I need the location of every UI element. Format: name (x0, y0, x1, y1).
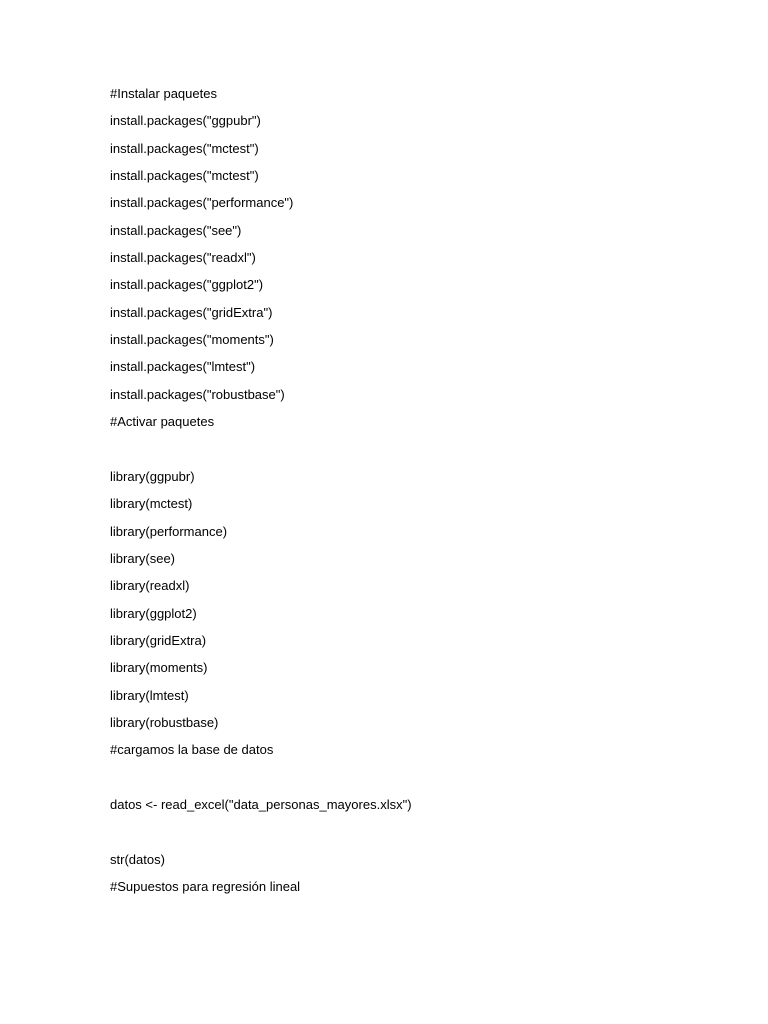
code-line: library(ggplot2) (110, 605, 197, 621)
code-line: library(readxl) (110, 578, 190, 594)
code-line: library(gridExtra) (110, 632, 207, 648)
code-line: install.packages("performance") (110, 195, 294, 211)
comment-line: #Supuestos para regresión lineal (110, 878, 301, 894)
code-line: library(performance) (110, 523, 228, 539)
comment-line: #Instalar paquetes (110, 86, 217, 101)
code-line: library(moments) (110, 660, 208, 676)
code-line: library(see) (110, 550, 176, 566)
comment-line: #cargamos la base de datos (110, 742, 274, 758)
code-line: install.packages("robustbase") (110, 386, 285, 402)
code-line: library(mctest) (110, 496, 193, 512)
code-line: install.packages("ggpubr") (110, 113, 261, 129)
code-line: library(ggpubr) (110, 468, 195, 484)
code-line: install.packages("moments") (110, 332, 274, 348)
code-line: install.packages("readxl") (110, 250, 256, 266)
code-line: install.packages("mctest") (110, 168, 259, 184)
code-line: library(robustbase) (110, 714, 219, 730)
code-line: install.packages("gridExtra") (110, 304, 273, 320)
code-line: library(lmtest) (110, 687, 189, 703)
code-content (110, 85, 710, 905)
code-line: str(datos) (110, 851, 165, 867)
code-line: install.packages("mctest") (110, 140, 259, 156)
code-line: install.packages("lmtest") (110, 359, 256, 375)
comment-line: #Activar paquetes (110, 414, 215, 430)
blank-line (110, 769, 710, 787)
blank-line (110, 440, 710, 458)
code-line: install.packages("see") (110, 222, 242, 238)
code-line: install.packages("ggplot2") (110, 277, 264, 293)
blank-line (110, 823, 710, 841)
code-line: datos <- read_excel("data_personas_mayores.xlsx") (110, 796, 412, 812)
